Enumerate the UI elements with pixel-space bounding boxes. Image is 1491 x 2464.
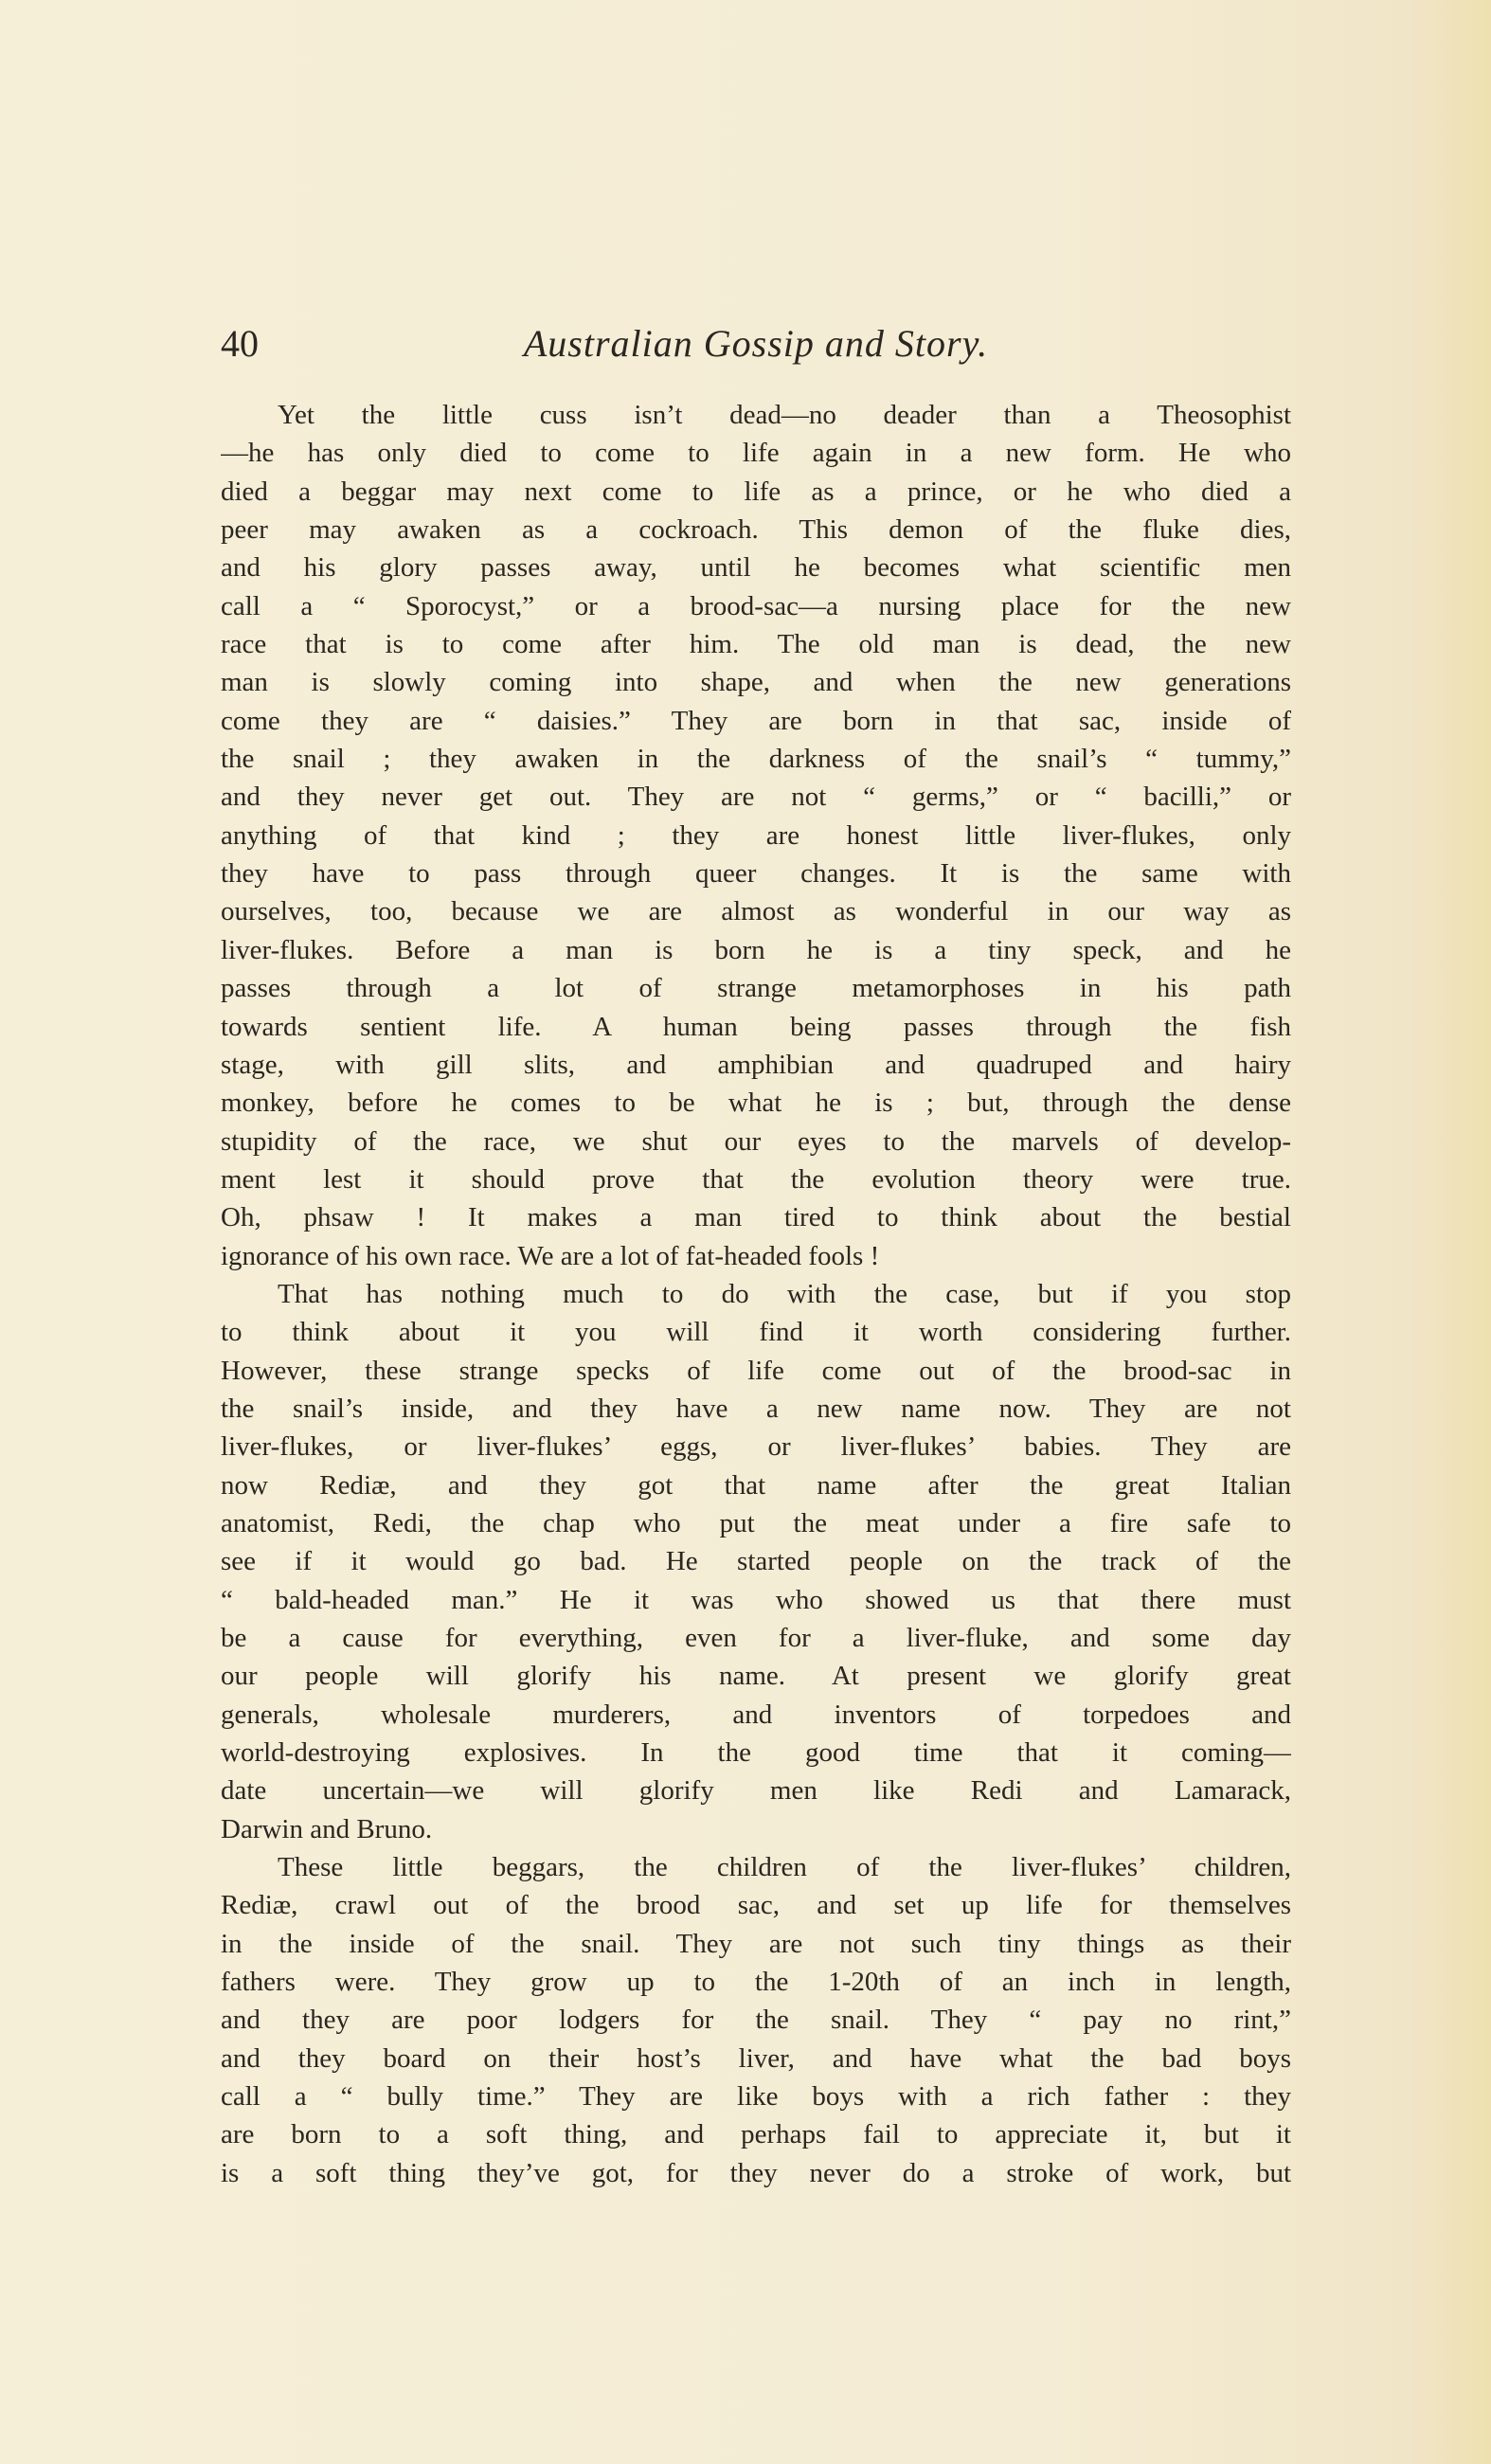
text-line: call a “ Sporocyst,” or a brood-sac—a nursing place for the new — [221, 590, 1291, 621]
page-header — [221, 320, 1291, 368]
text-line: towards sentient life. A human being passes through the fish — [221, 1011, 1291, 1042]
text-line: world-destroying explosives. In the good time that it coming— — [221, 1737, 1291, 1769]
text-line: Yet the little cuss isn’t dead—no deader than a Theosophist — [278, 400, 1291, 430]
text-line: race that is to come after him. The old man is dead, the new — [221, 629, 1291, 660]
text-line: ment lest it should prove that the evolution theory were true. — [221, 1163, 1291, 1195]
text-line: in the inside of the snail. They are not such tiny things as their — [221, 1928, 1291, 1959]
text-line: Darwin and Bruno. — [221, 1813, 433, 1844]
text-line: and they board on their host’s liver, and have what the bad boys — [221, 2042, 1291, 2074]
running-title: Australian Gossip and Story. — [523, 322, 989, 365]
text-line: peer may awaken as a cockroach. This demon of the fluke dies, — [221, 514, 1291, 546]
text-line: Oh, phsaw ! It makes a man tired to think about the bestial — [221, 1202, 1291, 1233]
text-line: fathers were. They grow up to the 1-20th of an inch in length, — [221, 1967, 1291, 1998]
text-line: “ bald-headed man.” He it was who showed us that there must — [221, 1584, 1291, 1615]
page-edge-shading — [1425, 0, 1491, 2464]
text-line: These little beggars, the children of the liver-flukes’ children, — [278, 1852, 1291, 1883]
text-line: see if it would go bad. He started people on the track of the — [221, 1546, 1291, 1577]
text-line: liver-flukes. Before a man is born he is a tiny speck, and he — [221, 934, 1291, 965]
text-line: ignorance of his own race. We are a lot of fat-headed fools ! — [221, 1240, 880, 1271]
text-line: the snail’s inside, and they have a new name now. They are not — [221, 1393, 1291, 1424]
page-number: 40 — [221, 322, 259, 365]
text-line: Rediæ, crawl out of the brood sac, and set up life for themselves — [221, 1890, 1291, 1921]
text-line: and they are poor lodgers for the snail. They “ pay no rint,” — [221, 2005, 1291, 2036]
text-line: and his glory passes away, until he becomes what scientific men — [221, 552, 1291, 584]
text-line: they have to pass through queer changes. It is the same with — [221, 858, 1291, 890]
text-line: anatomist, Redi, the chap who put the meat under a fire safe to — [221, 1507, 1291, 1538]
text-line: generals, wholesale murderers, and inventors of torpedoes and — [221, 1699, 1291, 1730]
text-line: —he has only died to come to life again in a new form. He who — [221, 438, 1291, 469]
text-line: However, these strange specks of life come out of the brood-sac in — [221, 1355, 1291, 1386]
text-line: date uncertain—we will glorify men like Redi and Lamarack, — [221, 1775, 1291, 1807]
text-line: That has nothing much to do with the case, but if you stop — [278, 1278, 1291, 1309]
text-line: be a cause for everything, even for a liver-fluke, and some day — [221, 1623, 1291, 1653]
text-line: now Rediæ, and they got that name after the great Italian — [221, 1469, 1291, 1501]
text-line: call a “ bully time.” They are like boys with a rich father : they — [221, 2081, 1291, 2113]
text-line: monkey, before he comes to be what he is ; but, through the dense — [221, 1088, 1291, 1119]
text-line: stupidity of the race, we shut our eyes to the marvels of develop- — [221, 1125, 1291, 1157]
text-line: and they never get out. They are not “ germs,” or “ bacilli,” or — [221, 782, 1291, 813]
text-line: our people will glorify his name. At present we glorify great — [221, 1661, 1291, 1692]
text-line: stage, with gill slits, and amphibian and quadruped and hairy — [221, 1049, 1291, 1080]
text-line: anything of that kind ; they are honest little liver-flukes, only — [221, 819, 1291, 851]
text-line: died a beggar may next come to life as a prince, or he who died a — [221, 476, 1291, 507]
text-line: passes through a lot of strange metamorphoses in his path — [221, 973, 1291, 1004]
text-line: to think about it you will find it worth considering further. — [221, 1317, 1291, 1348]
text-line: are born to a soft thing, and perhaps fail to appreciate it, but it — [221, 2119, 1291, 2150]
text-line: the snail ; they awaken in the darkness of the snail’s “ tummy,” — [221, 744, 1291, 775]
body-text — [221, 396, 1291, 2192]
text-line: is a soft thing they’ve got, for they never do a stroke of work, but — [221, 2157, 1291, 2188]
text-line: liver-flukes, or liver-flukes’ eggs, or liver-flukes’ babies. They are — [221, 1431, 1291, 1463]
text-line: man is slowly coming into shape, and when the new generations — [221, 667, 1291, 698]
text-line: come they are “ daisies.” They are born in that sac, inside of — [221, 705, 1291, 736]
text-line: ourselves, too, because we are almost as wonderful in our way as — [221, 896, 1291, 927]
